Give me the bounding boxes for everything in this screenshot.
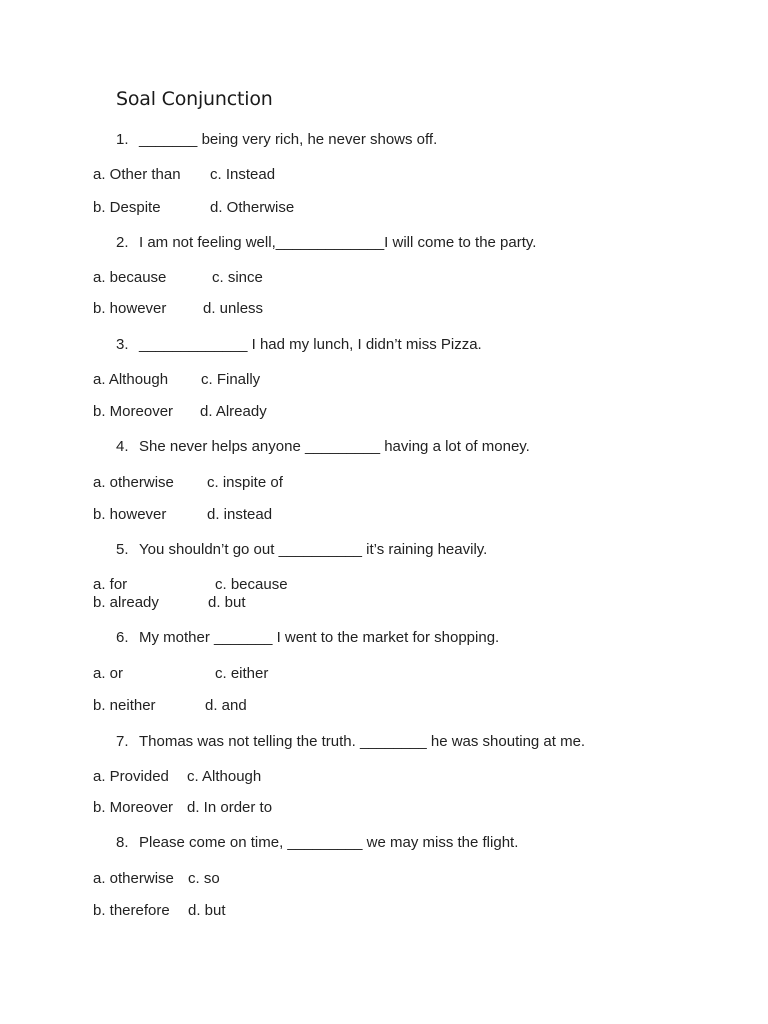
- question-text: You shouldn’t go out __________ it’s raining heavily.: [139, 541, 488, 558]
- option-c: c. Finally: [201, 371, 261, 388]
- option-d: d. and: [205, 697, 247, 714]
- question-text: Please come on time, _________ we may miss the flight.: [139, 834, 519, 851]
- option-a: a. or: [93, 665, 124, 682]
- option-b: b. however: [93, 506, 167, 523]
- option-c: c. Although: [187, 768, 262, 785]
- option-d: d. but: [208, 594, 246, 611]
- question-text: _______ being very rich, he never shows off.: [139, 131, 438, 148]
- option-c: c. since: [212, 269, 263, 286]
- option-d: d. Otherwise: [210, 199, 295, 216]
- option-c: c. because: [215, 576, 288, 593]
- question-text: I am not feeling well,_____________I will come to the party.: [139, 234, 537, 251]
- option-b: b. however: [93, 300, 167, 317]
- option-a: a. Although: [93, 371, 169, 388]
- question-text: She never helps anyone _________ having a lot of money.: [139, 438, 530, 455]
- option-a: a. otherwise: [93, 870, 174, 887]
- option-b: b. therefore: [93, 902, 170, 919]
- option-d: d. Already: [200, 403, 267, 420]
- option-c: c. so: [188, 870, 220, 887]
- option-d: d. unless: [203, 300, 264, 317]
- question-number: 2.: [116, 234, 129, 251]
- option-c: c. either: [215, 665, 269, 682]
- option-a: a. Other than: [93, 166, 181, 183]
- option-a: a. because: [93, 269, 167, 286]
- question-number: 4.: [116, 438, 129, 455]
- option-d: d. but: [188, 902, 226, 919]
- option-a: a. for: [93, 576, 128, 593]
- question-number: 1.: [116, 131, 129, 148]
- option-b: b. Moreover: [93, 799, 174, 816]
- page-title: Soal Conjunction: [116, 88, 273, 110]
- question-number: 7.: [116, 733, 129, 750]
- option-b: b. already: [93, 594, 159, 611]
- option-a: a. Provided: [93, 768, 169, 785]
- question-number: 8.: [116, 834, 129, 851]
- option-b: b. Despite: [93, 199, 161, 216]
- question-text: Thomas was not telling the truth. ________ he was shouting at me.: [139, 733, 586, 750]
- option-a: a. otherwise: [93, 474, 174, 491]
- question-number: 3.: [116, 336, 129, 353]
- question-text: _____________ I had my lunch, I didn’t miss Pizza.: [139, 336, 482, 353]
- option-d: d. In order to: [187, 799, 273, 816]
- option-c: c. inspite of: [207, 474, 283, 491]
- option-d: d. instead: [207, 506, 273, 523]
- question-number: 5.: [116, 541, 129, 558]
- option-b: b. neither: [93, 697, 156, 714]
- question-number: 6.: [116, 629, 129, 646]
- question-text: My mother _______ I went to the market for shopping.: [139, 629, 500, 646]
- option-c: c. Instead: [210, 166, 276, 183]
- option-b: b. Moreover: [93, 403, 174, 420]
